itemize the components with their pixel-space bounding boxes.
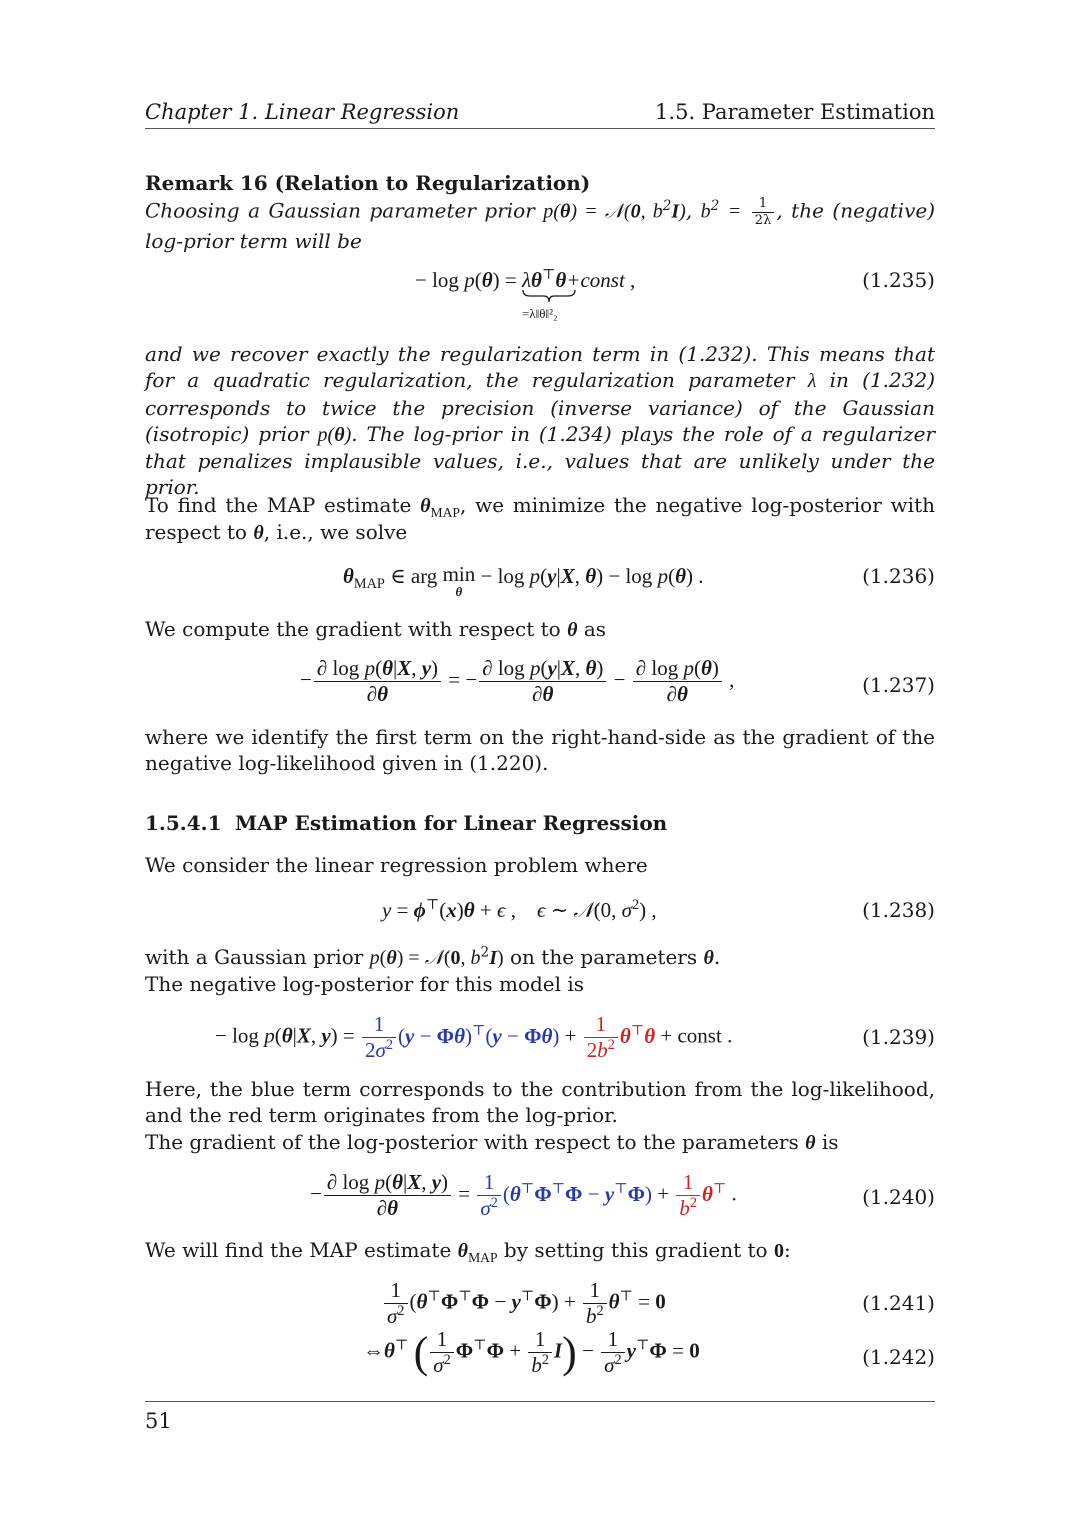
running-header-chapter: Chapter 1. Linear Regression <box>145 100 460 124</box>
equation-number: (1.237) <box>862 673 935 697</box>
remark-title: Remark 16 (Relation to Regularization) <box>145 171 591 195</box>
underbrace-icon <box>522 289 576 303</box>
equation-number: (1.240) <box>862 1185 935 1209</box>
equation-number: (1.236) <box>862 564 935 588</box>
remark-intro: Choosing a Gaussian parameter prior p(θ) = 𝒩(0, $b^2I$), $b^2$ = $\frac{1}{2\lambda}$ , the (negative) log-prior term will be <box>145 196 936 254</box>
section-number: 1.5.4.1 <box>145 811 222 835</box>
footer-rule <box>145 1401 935 1402</box>
remark-block <box>145 170 935 255</box>
underbrace-label: =λ‖θ‖²₂ <box>521 306 558 321</box>
prior-paragraph: with a Gaussian prior p(θ) = 𝒩(0, $b^2I$) on the parameters θ. The negative log-posterior for this model is <box>145 944 721 997</box>
equation-1-238: y = ϕ⊤(x)θ + ϵ , ϵ ∼ 𝒩(0, $\sigma^2$) , (1.238) <box>382 897 935 922</box>
equation-1-242: ⇔θ⊤ ( $\frac{1}{\sigma^2}$ Φ⊤Φ + $\frac{1}{b^2}$ I) − $\frac{1}{\sigma^2}$ y⊤Φ = 0 (1.242) <box>363 1327 935 1378</box>
running-header-section: 1.5. Parameter Estimation <box>655 100 935 124</box>
equation-1-239: − log p(θ|X, y) = $\frac{1}{2\sigma^2}$ (y − Φθ)⊤(y − Φθ) + $\frac{1}{2b^2}$ θ⊤θ + const . (1.239) <box>215 1012 935 1063</box>
equation-1-241: $\frac{1}{\sigma^2}$ (θ⊤Φ⊤Φ − y⊤Φ) + $\frac{1}{b^2}$ θ⊤ = 0 (1.241) <box>145 1278 935 1330</box>
equation-number: (1.242) <box>862 1345 935 1369</box>
consider-paragraph: We consider the linear regression problem where <box>145 853 648 877</box>
find-paragraph: We will find the MAP estimate $\theta_{MAP}$ by setting this gradient to 0: <box>145 1238 791 1265</box>
page-number: 51 <box>145 1409 172 1433</box>
equation-number: (1.235) <box>862 268 935 292</box>
equation-1-235: − log p(θ) = λθ⊤θ =λ‖θ‖²₂ +const , (1.235) <box>415 267 935 321</box>
section-heading <box>145 811 667 835</box>
gradient-paragraph: We compute the gradient with respect to θ as <box>145 617 607 641</box>
equation-number: (1.241) <box>862 1291 935 1315</box>
here-paragraph: Here, the blue term corresponds to the contribution from the log-likelihood, and the red term originates from the log-prior. The gradient of the log-posterior with respect to the parameters θ is <box>145 1077 935 1154</box>
section-title: MAP Estimation for Linear Regression <box>235 811 668 835</box>
identify-paragraph: where we identify the first term on the right-hand-side as the gradient of the negative log-likelihood given in (1.220). <box>145 725 935 776</box>
equation-1-236: $\theta_{MAP}$ ∈ arg min θ − log p(y|X, θ) − log p(θ) . (1.236) <box>343 562 935 599</box>
remark-explanation: and we recover exactly the regularization term in (1.232). This means that for a quadratic regularization, the regularization parameter λ in (1.232) corresponds to twice the precision (inverse variance) of the Gaussian (isotropic) prior p(θ). The log-prior in (1.234) plays the role of a regularizer that penalizes implausible values, i.e., values that are unlikely under the prior. <box>145 342 936 500</box>
header-rule <box>145 128 935 129</box>
map-paragraph: To find the MAP estimate $\theta_{MAP}$, we minimize the negative log-posterior with respect to θ, i.e., we solve <box>145 493 935 545</box>
equation-1-240: − $\frac{\text{∂ log p(θ|X, y)}}{\partial\theta}$ = $\frac{1}{\sigma^2}$ (θ⊤Φ⊤Φ − y⊤Φ) + $\frac{1}{b^2}$ θ⊤ . (1.240) <box>310 1170 935 1221</box>
equation-1-237: − $\frac{\text{∂ log p(θ|X, y)}}{\partial\theta}$ = − $\frac{\text{∂ log p(y|X, θ)}}{\partial\theta}$ − $\frac{\text{∂ log p(θ)}}{\partial\theta}$ , (1.237) <box>300 656 935 707</box>
equation-number: (1.238) <box>862 898 935 922</box>
equation-number: (1.239) <box>862 1025 935 1049</box>
